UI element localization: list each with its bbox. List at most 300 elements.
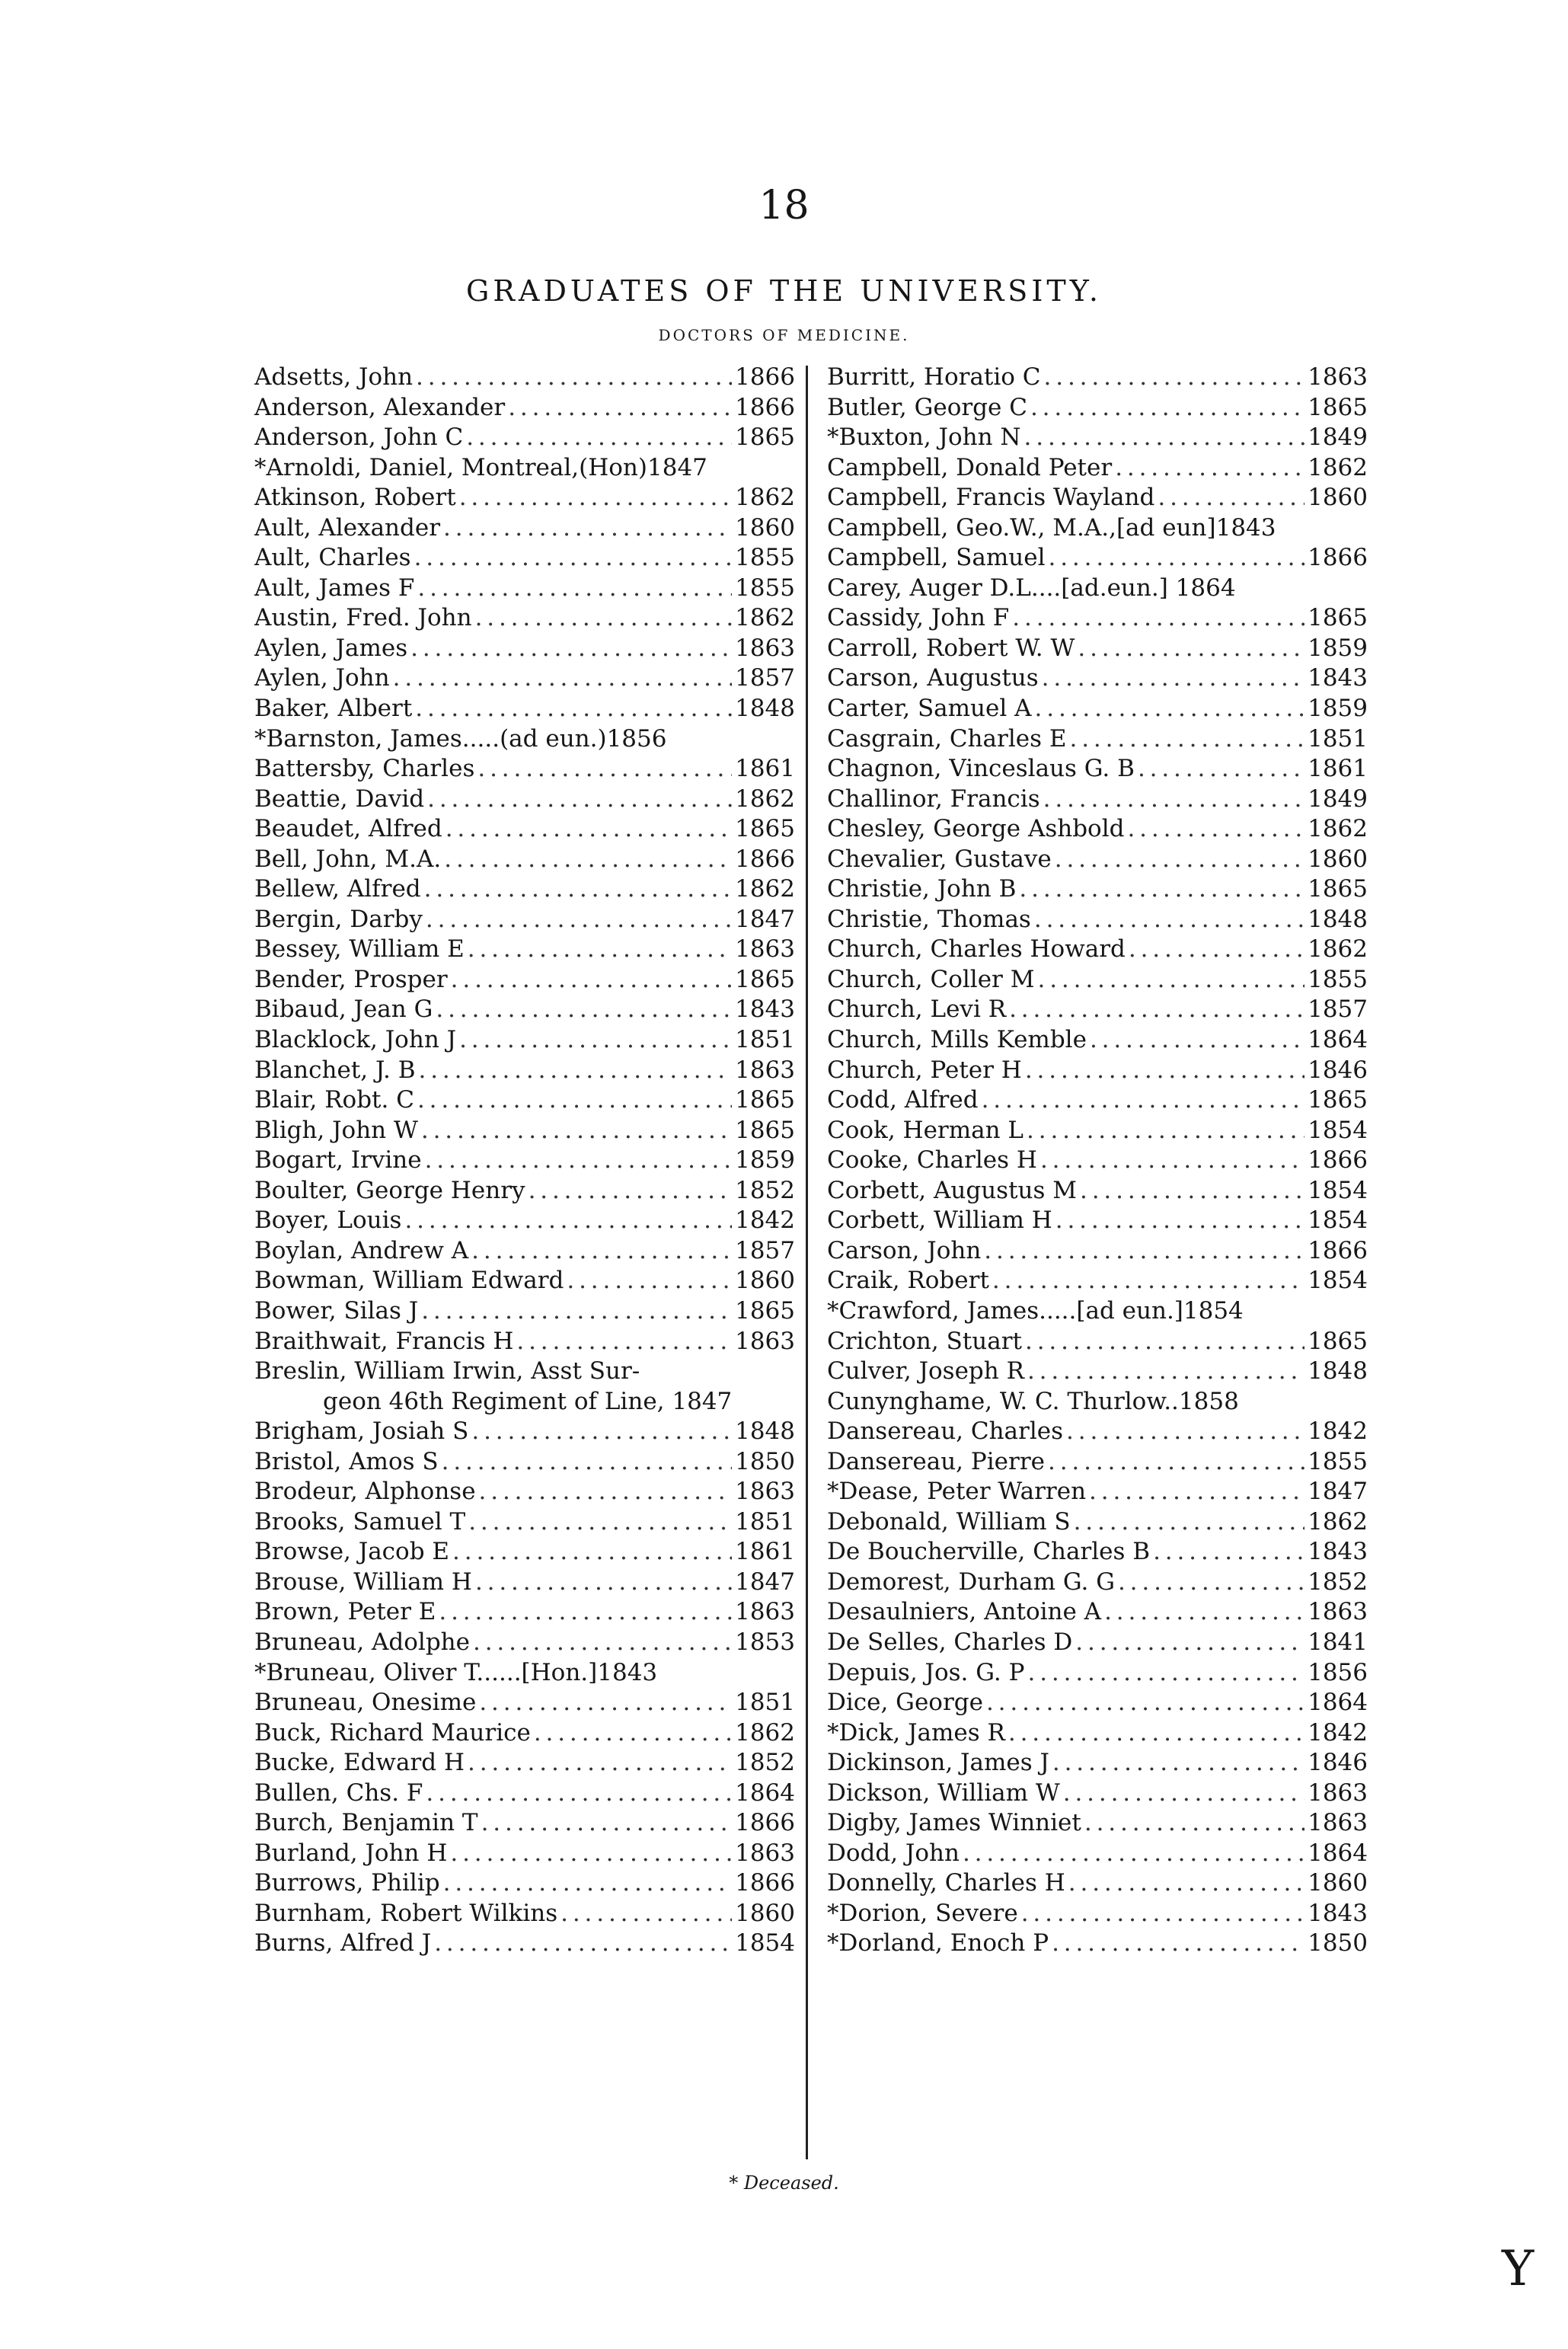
graduate-entry [254, 1808, 795, 1839]
graduate-name: Digby, James Winniet [827, 1809, 1081, 1837]
graduation-year: 1848 [1308, 1357, 1368, 1385]
graduate-entry [827, 1236, 1368, 1267]
dot-leader [1042, 663, 1305, 694]
graduation-year: 1865 [735, 1296, 795, 1325]
dot-leader [1090, 1025, 1305, 1056]
graduate-name: *Dick, James R [827, 1718, 1005, 1747]
graduate-name: Cooke, Charles H [827, 1146, 1037, 1174]
graduate-entry [254, 513, 795, 544]
graduate-name: Buck, Richard Maurice [254, 1718, 531, 1747]
graduation-year: 1866 [1308, 1236, 1368, 1264]
dot-leader [477, 754, 732, 785]
graduate-name: Butler, George C [827, 393, 1027, 421]
dot-leader [1138, 754, 1305, 785]
graduation-year: 1864 [735, 1779, 795, 1807]
graduate-name: Adsetts, John [254, 363, 414, 391]
graduation-year: 1862 [1308, 935, 1368, 964]
graduate-name: Breslin, William Irwin, Asst Sur- [254, 1357, 640, 1385]
dot-leader [459, 1025, 732, 1056]
graduation-year: 1866 [1308, 544, 1368, 572]
graduate-name: *Dorland, Enoch P [827, 1929, 1049, 1958]
graduation-year: 1866 [1308, 1146, 1368, 1174]
graduate-entry [254, 1839, 795, 1869]
right-column [827, 363, 1368, 1959]
graduation-year: 1856 [1308, 1658, 1368, 1686]
graduation-year: 1859 [1308, 695, 1368, 723]
graduate-entry [827, 1387, 1368, 1417]
dot-leader [419, 1056, 733, 1086]
graduate-entry [254, 694, 795, 724]
dot-leader [560, 1899, 732, 1929]
graduation-year: 1866 [735, 363, 795, 391]
dot-leader [426, 1779, 732, 1809]
dot-leader [1021, 1899, 1305, 1929]
graduate-name: Dansereau, Charles [827, 1417, 1064, 1446]
graduate-entry [827, 393, 1368, 423]
dot-leader [1048, 1447, 1305, 1478]
graduate-entry [254, 483, 795, 513]
graduation-year: 1865 [1308, 393, 1368, 421]
dot-leader [1074, 1507, 1305, 1538]
dot-leader [1044, 363, 1305, 393]
graduation-year: 1862 [1308, 453, 1368, 481]
graduation-year: 1863 [735, 935, 795, 964]
graduation-year: 1865 [1308, 1327, 1368, 1355]
graduate-name: Depuis, Jos. G. P [827, 1658, 1025, 1686]
dot-leader [516, 1327, 732, 1357]
graduate-name: Chesley, George Ashbold [827, 815, 1125, 843]
dot-leader [443, 513, 732, 544]
graduate-entry [254, 814, 795, 845]
graduation-year: 1847 [735, 1568, 795, 1596]
graduation-year: 1847 [1308, 1478, 1368, 1506]
graduation-year: 1863 [1308, 1809, 1368, 1837]
graduate-name: Chevalier, Gustave [827, 845, 1052, 873]
dot-leader [1052, 1929, 1305, 1959]
graduation-year: 1843 [1308, 1899, 1368, 1927]
graduation-year: 1847 [735, 905, 795, 933]
graduation-year: 1851 [735, 1507, 795, 1536]
graduate-name: *Buxton, John N [827, 423, 1021, 452]
graduate-name: Donnelly, Charles H [827, 1869, 1065, 1897]
graduate-entry [254, 1327, 795, 1357]
graduate-entry [827, 845, 1368, 875]
graduation-year: 1854 [1308, 1116, 1368, 1144]
graduation-year: 1859 [735, 1146, 795, 1174]
graduate-name: Corbett, Augustus M [827, 1176, 1078, 1204]
graduation-year: 1861 [735, 755, 795, 783]
graduate-name: Corbett, William H [827, 1206, 1052, 1235]
graduation-year: 1865 [735, 965, 795, 993]
graduate-entry [827, 1507, 1368, 1538]
dot-leader [459, 483, 732, 513]
graduate-name: Burrows, Philip [254, 1869, 440, 1897]
graduate-name: Culver, Joseph R [827, 1357, 1024, 1385]
graduate-name: Church, Mills Kemble [827, 1026, 1087, 1054]
dot-leader [450, 1839, 732, 1869]
graduate-entry [827, 995, 1368, 1025]
dot-leader [1063, 1779, 1305, 1809]
dot-leader [1027, 1658, 1305, 1689]
graduation-year: 1865 [1308, 604, 1368, 632]
graduate-name: Austin, Fred. John [254, 604, 472, 632]
dot-leader [426, 905, 732, 935]
graduate-entry [254, 363, 795, 393]
graduate-name: Bender, Prosper [254, 965, 448, 993]
graduate-name: Brigham, Josiah S [254, 1417, 469, 1446]
graduate-entry [254, 1537, 795, 1568]
graduate-entry [254, 905, 795, 935]
dot-leader [427, 785, 732, 815]
dot-leader [445, 814, 732, 845]
graduate-entry [254, 423, 795, 453]
dot-leader [434, 1929, 732, 1959]
graduate-entry [254, 785, 795, 815]
graduate-name: Anderson, John C [254, 423, 464, 452]
graduate-entry [827, 1899, 1368, 1929]
graduate-name: Craik, Robert [827, 1267, 989, 1295]
graduation-year: 1863 [1308, 1598, 1368, 1626]
dot-leader [393, 663, 732, 694]
dot-leader [1009, 995, 1305, 1025]
graduate-entry [827, 513, 1368, 544]
graduate-entry [827, 1597, 1368, 1628]
dot-leader [1030, 393, 1305, 423]
graduate-entry [827, 1266, 1368, 1296]
graduate-name: Carroll, Robert W. W [827, 634, 1075, 662]
dot-leader [1075, 1628, 1305, 1658]
graduation-year: 1855 [1308, 1447, 1368, 1475]
graduate-entry [254, 1507, 795, 1538]
dot-leader [1104, 1597, 1305, 1628]
graduation-year: 1846 [1308, 1749, 1368, 1777]
dot-leader [1066, 1417, 1305, 1447]
dot-leader [1078, 634, 1305, 664]
graduation-year: 1851 [735, 1689, 795, 1717]
graduation-year: 1851 [735, 1026, 795, 1054]
graduation-year: 1863 [735, 634, 795, 662]
graduation-year: 1855 [1308, 965, 1368, 993]
dot-leader [479, 1688, 732, 1718]
graduate-name: Dickinson, James J [827, 1749, 1049, 1777]
graduate-name: Bristol, Amos S [254, 1447, 439, 1475]
dot-leader [416, 363, 732, 393]
graduation-year: 1865 [735, 423, 795, 452]
graduate-entry [827, 1929, 1368, 1959]
graduate-name: Cook, Herman L [827, 1116, 1024, 1144]
graduation-year: 1857 [735, 1236, 795, 1264]
graduate-name: Brown, Peter E [254, 1598, 436, 1626]
graduation-year: 1841 [1308, 1628, 1368, 1656]
column-divider [806, 366, 808, 2159]
graduate-name: Bowman, William Edward [254, 1267, 564, 1295]
graduate-entry [254, 1628, 795, 1658]
graduate-name: Chagnon, Vinceslaus G. B [827, 755, 1135, 783]
dot-leader [1040, 1146, 1305, 1176]
graduate-entry [254, 754, 795, 785]
dot-leader [982, 1085, 1305, 1116]
graduation-year: 1854 [1308, 1267, 1368, 1295]
graduation-year: 1862 [735, 604, 795, 632]
graduation-year: 1843 [1308, 1538, 1368, 1566]
graduate-name: Challinor, Francis [827, 785, 1040, 813]
graduation-year: 1865 [735, 1086, 795, 1114]
dot-leader [1055, 845, 1305, 875]
dot-leader [984, 1236, 1305, 1267]
dot-leader [417, 1085, 732, 1116]
dot-leader [1055, 1206, 1305, 1236]
graduate-name: Burch, Benjamin T [254, 1809, 478, 1837]
graduate-entry [254, 1025, 795, 1056]
graduation-year: 1860 [1308, 1869, 1368, 1897]
dot-leader [436, 995, 732, 1025]
graduate-name: *Crawford, James.....[ad eun.]1854 [827, 1296, 1244, 1325]
graduate-entry [254, 1116, 795, 1146]
graduate-name: Crichton, Stuart [827, 1327, 1022, 1355]
graduation-year: 1852 [735, 1176, 795, 1204]
graduate-name: Burnham, Robert Wilkins [254, 1899, 558, 1927]
graduate-name: Bergin, Darby [254, 905, 423, 933]
graduate-entry [827, 1839, 1368, 1869]
dot-leader [1080, 1176, 1305, 1206]
graduate-entry [827, 663, 1368, 694]
graduate-entry [827, 1357, 1368, 1387]
dot-leader [1052, 1748, 1305, 1779]
graduate-name: Boulter, George Henry [254, 1176, 525, 1204]
dot-leader [1084, 1808, 1305, 1839]
dot-leader [1089, 1477, 1305, 1507]
graduate-name: Aylen, John [254, 664, 390, 692]
graduate-entry [827, 1085, 1368, 1116]
graduation-year: 1863 [735, 1598, 795, 1626]
graduate-entry [827, 694, 1368, 724]
graduate-entry [827, 1688, 1368, 1718]
graduate-name: Christie, John B [827, 875, 1017, 903]
graduate-name: *Barnston, James.....(ad eun.)1856 [254, 724, 667, 753]
graduate-name: Browse, Jacob E [254, 1538, 450, 1566]
graduate-entry [827, 574, 1368, 604]
dot-leader [508, 393, 732, 423]
graduation-year: 1854 [1308, 1176, 1368, 1204]
graduate-name: Dansereau, Pierre [827, 1447, 1045, 1475]
graduate-name: Blacklock, John J [254, 1026, 457, 1054]
graduate-name: Dickson, William W [827, 1779, 1060, 1807]
graduate-name: Beaudet, Alfred [254, 815, 442, 843]
graduation-year: 1848 [735, 1417, 795, 1446]
graduate-name: Burland, John H [254, 1839, 448, 1867]
graduate-entry [827, 814, 1368, 845]
dot-leader [1019, 874, 1305, 905]
graduate-entry [254, 995, 795, 1025]
graduation-year: 1862 [735, 875, 795, 903]
graduation-year: 1865 [735, 1116, 795, 1144]
graduation-year: 1862 [1308, 815, 1368, 843]
dot-leader [444, 845, 732, 875]
graduate-entry [254, 1056, 795, 1086]
graduate-name: Blair, Robt. C [254, 1086, 414, 1114]
graduation-year: 1843 [735, 996, 795, 1024]
dot-leader [1035, 694, 1305, 724]
graduate-name: Church, Charles Howard [827, 935, 1126, 964]
graduation-year: 1861 [735, 1538, 795, 1566]
graduate-entry [827, 1537, 1368, 1568]
graduation-year: 1865 [1308, 1086, 1368, 1114]
graduation-year: 1863 [735, 1839, 795, 1867]
dot-leader [468, 1507, 732, 1538]
graduation-year: 1849 [1308, 423, 1368, 452]
graduate-entry [254, 1929, 795, 1959]
graduate-entry [254, 543, 795, 574]
graduate-entry [254, 1779, 795, 1809]
dot-leader [963, 1839, 1305, 1869]
section-title: DOCTORS OF MEDICINE. [658, 326, 910, 344]
graduate-name: Bruneau, Adolphe [254, 1628, 470, 1656]
graduate-name: Burritt, Horatio C [827, 363, 1041, 391]
graduate-entry [827, 1568, 1368, 1598]
graduate-entry [827, 1447, 1368, 1478]
graduate-entry [254, 1477, 795, 1507]
dot-leader [1037, 965, 1305, 996]
graduation-year: 1862 [735, 785, 795, 813]
graduate-entry [827, 1176, 1368, 1206]
graduation-year: 1861 [1308, 755, 1368, 783]
graduate-entry [254, 965, 795, 996]
graduate-name: Burns, Alfred J [254, 1929, 432, 1958]
graduate-entry [254, 1868, 795, 1899]
graduate-entry [827, 453, 1368, 484]
graduate-name: Codd, Alfred [827, 1086, 979, 1114]
dot-leader [1043, 785, 1305, 815]
dot-leader [471, 1236, 732, 1267]
graduate-entry [827, 1779, 1368, 1809]
graduate-name: Bucke, Edward H [254, 1749, 465, 1777]
graduate-entry [254, 1658, 795, 1689]
graduation-year: 1843 [1308, 664, 1368, 692]
dot-leader [1068, 1868, 1305, 1899]
graduate-name: Church, Coller M [827, 965, 1035, 993]
graduate-name: Bligh, John W [254, 1116, 418, 1144]
graduate-entry [827, 1658, 1368, 1689]
dot-leader [1069, 724, 1305, 755]
graduation-year: 1850 [1308, 1929, 1368, 1958]
dot-leader [992, 1266, 1305, 1296]
graduate-name: Braithwait, Francis H [254, 1327, 514, 1355]
graduate-entry [827, 1206, 1368, 1236]
graduate-name: Bullen, Chs. F [254, 1779, 423, 1807]
graduation-year: 1862 [735, 484, 795, 512]
graduate-entry [254, 453, 795, 484]
dot-leader [442, 1447, 732, 1478]
graduate-entry [827, 1808, 1368, 1839]
graduate-name: Church, Levi R [827, 996, 1007, 1024]
graduate-entry [254, 1718, 795, 1749]
dot-leader [421, 1296, 732, 1327]
dot-leader [415, 694, 732, 724]
graduate-name: *Arnoldi, Daniel, Montreal,(Hon)1847 [254, 453, 707, 481]
dot-leader [1158, 483, 1305, 513]
graduation-year: 1864 [1308, 1689, 1368, 1717]
graduate-entry [254, 1417, 795, 1447]
dot-leader [452, 1537, 732, 1568]
graduation-year: 1866 [735, 1869, 795, 1897]
graduation-year: 1865 [735, 815, 795, 843]
graduate-name: Bessey, William E [254, 935, 465, 964]
graduate-name: Ault, Alexander [254, 513, 441, 542]
dot-leader [529, 1176, 733, 1206]
graduate-name: Carter, Samuel A [827, 695, 1032, 723]
dot-leader [1049, 543, 1305, 574]
dot-leader [1027, 1116, 1305, 1146]
graduate-name: Cassidy, John F [827, 604, 1010, 632]
graduate-name: Boylan, Andrew A [254, 1236, 469, 1264]
graduate-entry [254, 603, 795, 634]
graduate-name: geon 46th Regiment of Line, 1847 [323, 1387, 733, 1415]
graduate-entry [827, 1718, 1368, 1749]
graduate-name: *Bruneau, Oliver T......[Hon.]1843 [254, 1658, 658, 1686]
graduation-year: 1863 [1308, 1779, 1368, 1807]
dot-leader [1008, 1718, 1305, 1749]
graduate-entry [827, 423, 1368, 453]
graduation-year: 1863 [735, 1327, 795, 1355]
graduate-entry [827, 483, 1368, 513]
graduate-entry [827, 874, 1368, 905]
graduate-name: Bogart, Irvine [254, 1146, 422, 1174]
graduate-entry [254, 724, 795, 755]
dot-leader [1027, 1357, 1305, 1387]
graduate-entry [254, 845, 795, 875]
dot-leader [1012, 603, 1305, 634]
dot-leader [1024, 423, 1305, 453]
graduate-entry [827, 935, 1368, 965]
graduation-year: 1849 [1308, 785, 1368, 813]
graduate-name: Campbell, Donald Peter [827, 453, 1113, 481]
graduate-entry [254, 634, 795, 664]
graduate-entry [254, 1597, 795, 1628]
dot-leader [1127, 814, 1305, 845]
dot-leader [424, 874, 732, 905]
page-number: 18 [758, 183, 810, 229]
graduate-entry [827, 1327, 1368, 1357]
graduation-year: 1855 [735, 574, 795, 602]
graduate-entry [254, 874, 795, 905]
graduate-entry [827, 1868, 1368, 1899]
graduation-year: 1846 [1308, 1056, 1368, 1084]
dot-leader [567, 1266, 732, 1296]
graduation-year: 1860 [735, 1899, 795, 1927]
graduation-year: 1851 [1308, 724, 1368, 753]
graduate-name: Boyer, Louis [254, 1206, 402, 1235]
graduation-year: 1866 [735, 1809, 795, 1837]
graduate-name: Carey, Auger D.L....[ad.eun.] 1864 [827, 574, 1236, 602]
graduate-entry [827, 363, 1368, 393]
graduation-year: 1857 [1308, 996, 1368, 1024]
graduation-year: 1855 [735, 544, 795, 572]
graduation-year: 1862 [1308, 1507, 1368, 1536]
dot-leader [534, 1718, 732, 1749]
graduate-name: Ault, James F [254, 574, 415, 602]
graduation-year: 1852 [1308, 1568, 1368, 1596]
graduation-year: 1860 [735, 513, 795, 542]
graduate-name: Carson, Augustus [827, 664, 1039, 692]
graduate-entry [827, 1296, 1368, 1327]
graduate-name: Ault, Charles [254, 544, 411, 572]
graduate-name: Bellew, Alfred [254, 875, 421, 903]
graduate-name: Debonald, William S [827, 1507, 1071, 1536]
graduation-year: 1848 [735, 695, 795, 723]
graduate-name: Dodd, John [827, 1839, 960, 1867]
graduate-entry [827, 1056, 1368, 1086]
graduation-year: 1842 [735, 1206, 795, 1235]
